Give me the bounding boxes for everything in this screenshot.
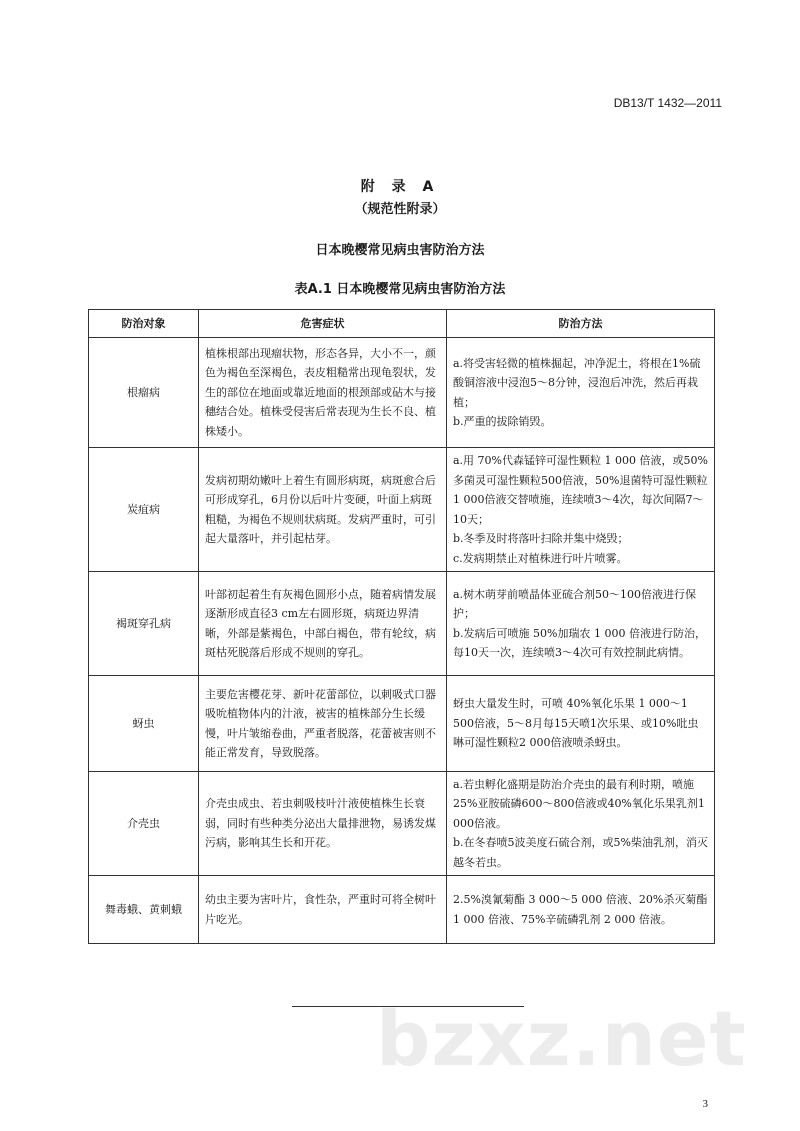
method-line: b.严重的拔除销毁。 xyxy=(453,415,552,428)
row-target: 褐斑穿孔病 xyxy=(89,572,199,676)
table-title: 表A.1 日本晚樱常见病虫害防治方法 xyxy=(294,282,506,297)
header-target: 防治对象 xyxy=(89,310,199,338)
method-line: 蚜虫大量发生时，可喷 40%氧化乐果 1 000～1 500倍液，5～8月每15天喷1次乐果、或10%吡虫啉可湿性颗粒2 000倍液喷杀蚜虫。 xyxy=(453,697,699,750)
row-symptom: 主要危害樱花芽、新叶花蕾部位，以刺吸式口器吸吮植物体内的汁液，被害的植株部分生长缓慢，叶片皱缩卷曲，严重者脱落，花蕾被害则不能正常发育，导致脱落。 xyxy=(199,676,447,772)
control-methods-table xyxy=(88,309,715,944)
row-method xyxy=(447,676,715,772)
row-target: 根瘤病 xyxy=(89,338,199,448)
header-symptom: 危害症状 xyxy=(199,310,447,338)
watermark: bzxz.net xyxy=(376,994,747,1083)
table-row xyxy=(89,772,715,876)
method-line: a.树木萌芽前喷晶体亚硫合剂50～100倍液进行保护； xyxy=(453,587,697,620)
row-target: 炭疽病 xyxy=(89,448,199,572)
method-line: b.冬季及时将落叶扫除并集中烧毁； xyxy=(453,532,629,545)
method-line: a.用 70%代森锰锌可湿性颗粒 1 000 倍液，或50%多菌灵可湿性颗粒500倍液，50%退菌特可湿性颗粒1 000倍液交替喷施，连续喷3～4次，每次间隔7～10天； xyxy=(453,454,708,526)
table-row xyxy=(89,572,715,676)
row-symptom: 植株根部出现瘤状物，形态各异，大小不一，颜色为褐色至深褐色，表皮粗糙常出现龟裂状，发生的部位在地面或靠近地面的根颈部或砧木与接穗结合处。植株受侵害后常表现为生长不良、植株矮小。 xyxy=(199,338,447,448)
table-row xyxy=(89,448,715,572)
appendix-title: 附 录 A xyxy=(360,179,440,195)
row-symptom: 发病初期幼嫩叶上着生有圆形病斑，病斑愈合后可形成穿孔，6月份以后叶片变硬，叶面上病斑粗糙，为褐色不规则状病斑。发病严重时，可引起大量落叶，并引起枯芽。 xyxy=(199,448,447,572)
row-symptom: 叶部初起着生有灰褐色圆形小点，随着病情发展逐渐形成直径3 cm左右圆形斑，病斑边界清晰，外部是紫褐色，中部白褐色，带有轮纹，病斑枯死脱落后形成不规则的穿孔。 xyxy=(199,572,447,676)
row-symptom: 介壳虫成虫、若虫刺吸枝叶汁液使植株生长衰弱，同时有些种类分泌出大量排泄物，易诱发煤污病，影响其生长和开花。 xyxy=(199,772,447,876)
method-line: c.发病期禁止对植株进行叶片喷雾。 xyxy=(453,551,628,565)
method-line: b.在冬春喷5波美度石硫合剂，或5%柴油乳剂，消灭越冬若虫。 xyxy=(453,836,708,869)
table-row xyxy=(89,338,715,448)
table-row xyxy=(89,876,715,944)
row-method xyxy=(447,572,715,676)
method-line: b.发病后可喷施 50%加瑞农 1 000 倍液进行防治，每10天一次，连续喷3～4次可有效控制此病情。 xyxy=(453,626,706,659)
row-symptom: 幼虫主要为害叶片，食性杂，严重时可将全树叶片吃光。 xyxy=(199,876,447,944)
row-method xyxy=(447,338,715,448)
method-line: a.将受害轻微的植株掘起，冲净泥土，将根在1%硫酸铜溶液中浸泡5～8分钟，浸泡后冲洗，然后再栽植； xyxy=(453,356,701,409)
header-method: 防治方法 xyxy=(447,310,715,338)
method-line: a.若虫孵化盛期是防治介壳虫的最有利时期，喷施25%亚胺硫磷600～800倍液或40%氧化乐果乳剂1 000倍液。 xyxy=(453,777,705,830)
page-number: 3 xyxy=(702,1098,708,1110)
row-target: 舞毒蛾、黄刺蛾 xyxy=(89,876,199,944)
table-row xyxy=(89,676,715,772)
row-method xyxy=(447,876,715,944)
appendix-subtitle: （规范性附录） xyxy=(354,202,446,217)
section-title: 日本晚樱常见病虫害防治方法 xyxy=(315,243,485,258)
row-target: 蚜虫 xyxy=(89,676,199,772)
row-method xyxy=(447,772,715,876)
table-header-row xyxy=(89,310,715,338)
row-target: 介壳虫 xyxy=(89,772,199,876)
method-line: 2.5%溴氰菊酯 3 000～5 000 倍液、20%杀灭菊酯 1 000 倍液、75%辛硫磷乳剂 2 000 倍液。 xyxy=(453,893,708,926)
row-method xyxy=(447,448,715,572)
standard-code: DB13/T 1432—2011 xyxy=(613,96,722,110)
